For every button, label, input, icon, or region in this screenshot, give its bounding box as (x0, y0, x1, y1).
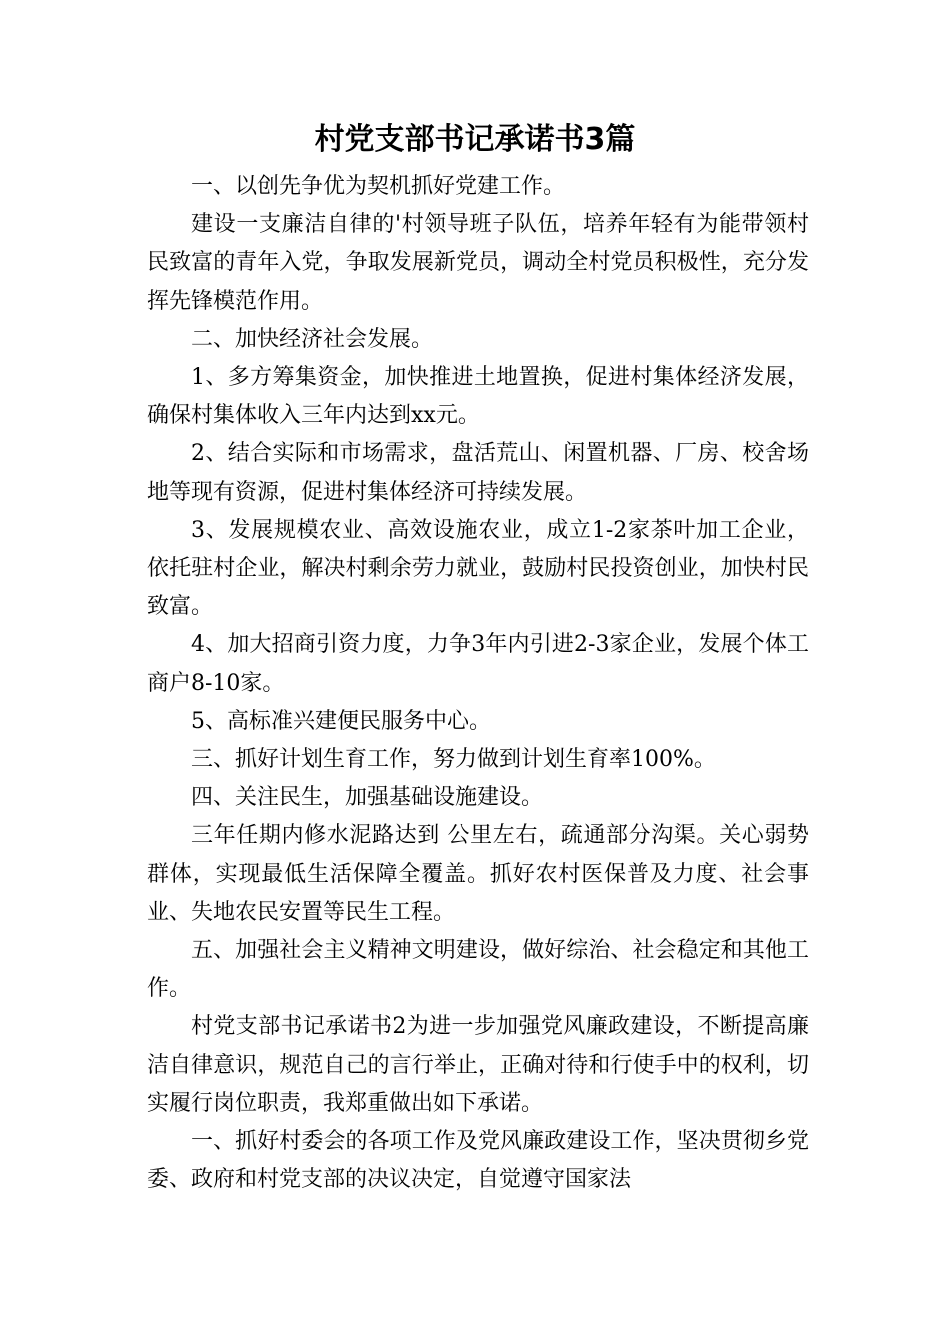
paragraph: 4、加大招商引资力度，力争3年内引进2-3家企业，发展个体工商户8-10家。 (147, 632, 809, 696)
paragraph: 二、加快经济社会发展。 (191, 326, 434, 352)
paragraph: 建设一支廉洁自律的'村领导班子队伍，培养年轻有为能带领村民致富的青年入党，争取发展新党员，调动全村党员积极性，充分发挥先锋模范作用。 (147, 212, 809, 314)
paragraph: 村党支部书记承诺书2为进一步加强党风廉政建设，不断提高廉洁自律意识，规范自己的言行举止，正确对待和行使手中的权利，切实履行岗位职责，我郑重做出如下承诺。 (147, 1014, 809, 1116)
paragraph: 一、以创先争优为契机抓好党建工作。 (191, 174, 566, 199)
paragraph: 五、加强社会主义精神文明建设，做好综治、社会稳定和其他工作。 (147, 938, 809, 1002)
document-body (147, 168, 809, 1199)
paragraph: 2、结合实际和市场需求，盘活荒山、闲置机器、厂房、校舍场地等现有资源，促进村集体经济可持续发展。 (147, 441, 809, 505)
paragraph: 5、高标准兴建便民服务中心。 (191, 708, 491, 734)
paragraph: 一、抓好村委会的各项工作及党风廉政建设工作，坚决贯彻乡党委、政府和村党支部的决议决定，自觉遵守国家法 (147, 1129, 809, 1193)
paragraph: 三年任期内修水泥路达到 公里左右，疏通部分沟渠。关心弱势群体，实现最低生活保障全覆盖。抓好农村医保普及力度、社会事业、失地农民安置等民生工程。 (147, 823, 809, 925)
document-title: 村党支部书记承诺书3篇 (314, 122, 636, 157)
paragraph: 三、抓好计划生育工作，努力做到计划生育率100%。 (191, 747, 716, 773)
paragraph: 四、关注民生，加强基础设施建设。 (191, 785, 544, 811)
paragraph: 1、多方筹集资金，加快推进土地置换，促进村集体经济发展，确保村集体收入三年内达到xx元。 (147, 365, 809, 429)
paragraph: 3、发展规模农业、高效设施农业，成立1-2家茶叶加工企业，依托驻村企业，解决村剩余劳力就业，鼓励村民投资创业，加快村民致富。 (147, 517, 809, 620)
